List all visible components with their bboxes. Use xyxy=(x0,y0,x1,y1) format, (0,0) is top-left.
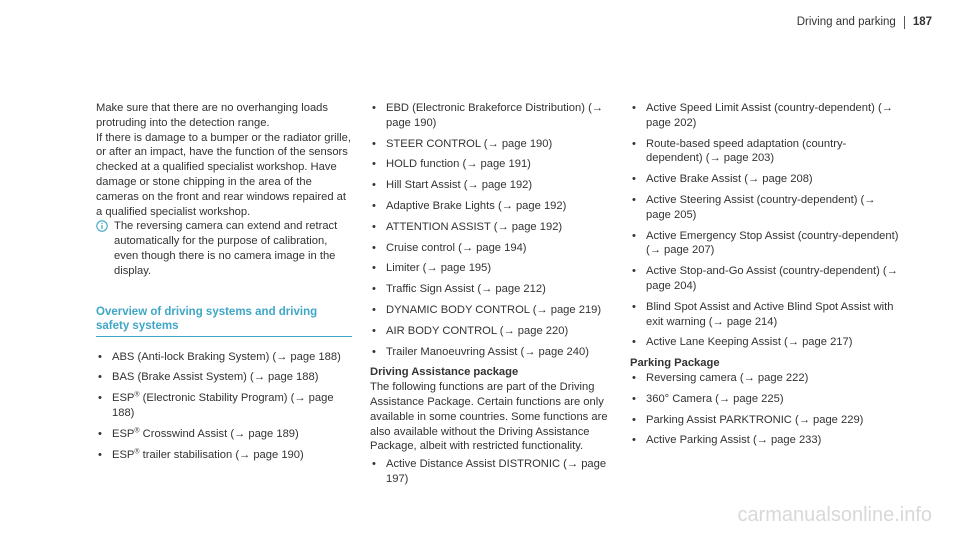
list-item: • Active Emergency Stop Assist (country-dependent) (→ page 207) xyxy=(630,229,900,259)
list-item: • Active Steering Assist (country-dependent) (→ page 205) xyxy=(630,193,900,223)
registered-mark: ® xyxy=(134,427,140,435)
list-item: • Hill Start Assist (→ page 192) xyxy=(370,178,622,193)
info-icon xyxy=(96,220,108,232)
list-item-esp xyxy=(96,391,352,421)
crosswind-text: Crosswind Assist (→ page 189) xyxy=(142,427,299,440)
esp-label: ESP xyxy=(112,392,135,405)
trailer-stabilisation-text: trailer stabilisation (→ page 190) xyxy=(142,448,304,461)
sub-heading-driving-assistance: Driving Assistance package xyxy=(370,366,519,379)
list-item: • Active Parking Assist (→ page 233) xyxy=(630,433,900,448)
list-item: • Active Stop-and-Go Assist (country-dependent) (→ page 204) xyxy=(630,264,900,294)
registered-mark: ® xyxy=(134,391,140,399)
list-item: • ATTENTION ASSIST (→ page 192) xyxy=(370,220,622,235)
list-driving-systems xyxy=(370,101,622,359)
list-item: • Cruise control (→ page 194) xyxy=(370,241,622,256)
page-number: 187 xyxy=(912,16,932,28)
esp-label: ESP xyxy=(112,427,135,440)
list-parking-package xyxy=(630,371,900,448)
list-assistance-functions xyxy=(630,101,900,350)
esp-label: ESP xyxy=(112,448,135,461)
list-item: • Traffic Sign Assist (→ page 212) xyxy=(370,282,622,297)
header-divider xyxy=(904,16,905,29)
list-item: • Blind Spot Assist and Active Blind Spot Assist with exit warning (→ page 214) xyxy=(630,300,900,330)
list-item-esp-crosswind xyxy=(96,427,352,442)
list-item-abs: • ABS (Anti-lock Braking System) (→ page 188) xyxy=(96,350,352,365)
list-item: • Reversing camera (→ page 222) xyxy=(630,371,900,386)
list-item: • AIR BODY CONTROL (→ page 220) xyxy=(370,324,622,339)
page-header xyxy=(797,15,932,30)
list-item: • STEER CONTROL (→ page 190) xyxy=(370,137,622,152)
note-block xyxy=(96,219,352,278)
list-item: • EBD (Electronic Brakeforce Distribution) (→ page 190) xyxy=(370,101,622,131)
column-left xyxy=(96,101,352,468)
paragraph-overhanging-loads: Make sure that there are no overhanging loads protruding into the detection range. xyxy=(96,102,328,129)
list-item: • Active Distance Assist DISTRONIC (→ page 197) xyxy=(370,457,622,487)
note-text: The reversing camera can extend and retract automatically for the purpose of calibration, even though there is no camera image in the display. xyxy=(114,220,338,277)
paragraph-damage: If there is damage to a bumper or the radiator grille, or after an impact, have the function of the sensors checked at a qualified specialist workshop. Have damage or stone chipping in the area of the cameras on the front and rear windows repaired at a qualified specialist workshop. xyxy=(96,131,351,218)
list-item: • 360° Camera (→ page 225) xyxy=(630,392,900,407)
list-item: • Active Lane Keeping Assist (→ page 217) xyxy=(630,335,900,350)
registered-mark: ® xyxy=(134,447,140,455)
list-item: • Active Brake Assist (→ page 208) xyxy=(630,172,900,187)
watermark: carmanualsonline.info xyxy=(737,504,932,527)
column-middle xyxy=(370,101,622,493)
list-item-bas: • BAS (Brake Assist System) (→ page 188) xyxy=(96,370,352,385)
sub-heading-parking-package: Parking Package xyxy=(630,357,720,370)
list-item: • HOLD function (→ page 191) xyxy=(370,157,622,172)
list-driving-assistance xyxy=(370,457,622,487)
column-right xyxy=(630,101,900,454)
list-safety-systems xyxy=(96,350,352,463)
list-item-esp-trailer xyxy=(96,448,352,463)
chapter-title: Driving and parking xyxy=(796,16,896,28)
list-item: • Parking Assist PARKTRONIC (→ page 229) xyxy=(630,413,900,428)
list-item: • Adaptive Brake Lights (→ page 192) xyxy=(370,199,622,214)
paragraph-driving-assistance: The following functions are part of the Driving Assistance Package. Certain functions are only available in some countries. Some functions are also available without the Driving Assistance Package, albeit with restricted functionality. xyxy=(370,381,608,453)
list-item: • Route-based speed adaptation (country-dependent) (→ page 203) xyxy=(630,137,900,167)
section-heading: Overview of driving systems and driving safety systems xyxy=(96,305,352,337)
list-item: • DYNAMIC BODY CONTROL (→ page 219) xyxy=(370,303,622,318)
list-item: • Active Speed Limit Assist (country-dependent) (→ page 202) xyxy=(630,101,900,131)
esp-description: (Electronic Stability Program) (→ page 188) xyxy=(112,392,334,419)
list-item: • Limiter (→ page 195) xyxy=(370,261,622,276)
list-item: • Trailer Manoeuvring Assist (→ page 240) xyxy=(370,345,622,360)
